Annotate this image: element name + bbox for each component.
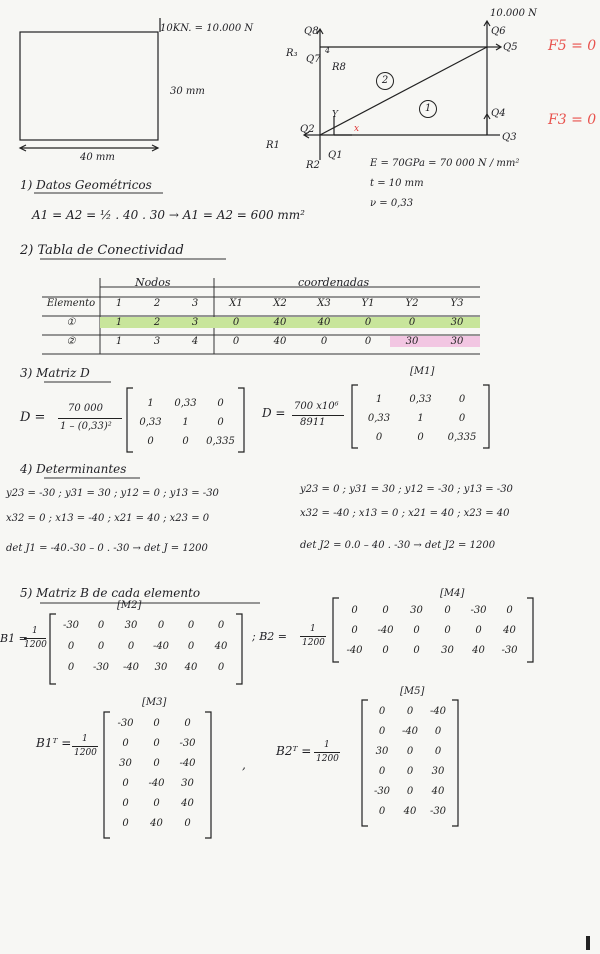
cell: 0 [406, 766, 414, 777]
cell: 0 [434, 746, 442, 757]
frac1-line [58, 418, 122, 419]
cell: 0 [217, 662, 225, 673]
b1t-matrix [110, 716, 205, 831]
cell: 1 [147, 398, 154, 409]
cell: 0 [475, 625, 482, 636]
cell: 0 [351, 605, 358, 616]
cell: 0 [153, 758, 160, 769]
r3-label: R₃ [286, 48, 298, 59]
cell: 0 [67, 662, 75, 673]
cell: 0 [153, 798, 160, 809]
width-label: 40 mm [80, 152, 115, 163]
section5-title: 5) Matriz B de cada elemento [20, 586, 201, 600]
b2t-label: B2ᵀ = [276, 744, 312, 758]
cell: -40 [179, 758, 196, 769]
col-y2: Y2 [405, 298, 419, 309]
cell: -30 [373, 786, 391, 797]
d-matrix-b [358, 392, 483, 445]
q6-label: Q6 [491, 26, 506, 37]
cell: 0 [127, 641, 135, 652]
cell: 30 [181, 778, 194, 789]
cell: 2 [138, 317, 176, 328]
d-frac2-num: 700 x10⁶ [294, 401, 339, 412]
cell: 0 [378, 766, 386, 777]
thickness: t = 10 mm [370, 178, 424, 189]
nodos-header: Nodos [135, 276, 171, 289]
cell: 0 [364, 336, 372, 347]
b2t-matrix [368, 704, 452, 819]
d2-label: D = [262, 406, 286, 420]
coordenadas-header: coordenadas [298, 276, 370, 289]
cell: 0 [217, 620, 225, 631]
cell: 0,33 [367, 413, 391, 424]
cell: 40 [150, 818, 163, 829]
rectangle-diagram [20, 18, 160, 151]
f5-label: F5 = 0 [548, 38, 597, 54]
comma: , [242, 758, 246, 772]
cell: 30 [375, 746, 389, 757]
b1-matrix [56, 618, 236, 675]
x-axis-label: x [354, 124, 360, 134]
col-node1: 1 [115, 298, 123, 309]
d-matrix-a [133, 396, 238, 449]
cell: 0 [458, 413, 466, 424]
cell: 1 [115, 336, 123, 347]
q4-label: Q4 [491, 108, 506, 119]
cell: -30 [429, 806, 447, 817]
truss-diagram [304, 21, 501, 160]
cell: 1 [417, 413, 424, 424]
cell: -30 [117, 718, 134, 729]
cell: 30 [434, 317, 480, 328]
cell: 0 [417, 432, 424, 443]
q8-label: Q8 [304, 26, 319, 37]
cell: 0 [346, 317, 390, 328]
q3-label: Q3 [502, 132, 517, 143]
b1-frac-num: 1 [32, 626, 38, 636]
cell: -40 [148, 778, 165, 789]
cell: 0 [122, 798, 129, 809]
cell: 40 [431, 786, 445, 797]
frac2-line [292, 415, 344, 416]
cell: -30 [92, 662, 110, 673]
det-left-line3: det J1 = -40.-30 – 0 . -30 → det J = 1200 [6, 543, 208, 554]
cell: 0 [444, 605, 451, 616]
r8-label: R8 [332, 62, 346, 73]
cell: 1 [100, 317, 138, 328]
cell: -40 [429, 706, 447, 717]
cell: -30 [179, 738, 196, 749]
section4-title: 4) Determinantes [20, 462, 127, 476]
cell: 0,335 [206, 436, 235, 447]
det-left-line2: x32 = 0 ; x13 = -40 ; x21 = 40 ; x23 = 0 [6, 513, 210, 524]
section3-title: 3) Matriz D [20, 366, 90, 380]
d-frac1-num: 70 000 [68, 403, 103, 414]
b2-matrix [339, 603, 527, 658]
top-force-label: 10.000 N [490, 8, 537, 19]
cell: 0 [153, 738, 160, 749]
cell: 0 [406, 786, 414, 797]
cell: 0 [184, 718, 191, 729]
height-label: 30 mm [170, 86, 205, 97]
cell: 0 [97, 641, 105, 652]
page-mark [586, 936, 590, 950]
m4-note: [M4] [440, 588, 465, 599]
col-x1: X1 [229, 298, 243, 309]
m1-note: [M1] [410, 366, 435, 377]
area-equation: A1 = A2 = ½ . 40 . 30 → A1 = A2 = 600 mm² [32, 208, 305, 222]
cell: 40 [258, 317, 302, 328]
cell: 30 [154, 662, 168, 673]
col-node3: 3 [191, 298, 199, 309]
cell: 1 [182, 417, 189, 428]
cell: -40 [377, 625, 394, 636]
cell: 0 [378, 806, 386, 817]
b1t-frac-line [72, 746, 98, 747]
cell: 40 [302, 317, 346, 328]
col-elemento: Elemento [46, 298, 96, 309]
cell: 0 [182, 436, 189, 447]
cell: 30 [390, 336, 434, 347]
col-x3: X3 [317, 298, 331, 309]
cell: 0 [413, 645, 420, 656]
cell: 40 [181, 798, 194, 809]
table-row [42, 317, 480, 328]
cell: 0 [444, 625, 451, 636]
b1-label: B1 = [0, 632, 28, 645]
cell: 0 [217, 417, 224, 428]
young-modulus: E = 70GPa = 70 000 N / mm² [370, 158, 520, 169]
cell: 0 [157, 620, 165, 631]
cell: 0 [147, 436, 154, 447]
col-y1: Y1 [361, 298, 375, 309]
cell: 0 [406, 746, 414, 757]
d-frac1-den: 1 – (0,33)² [60, 421, 112, 432]
cell: 30 [441, 645, 454, 656]
cell: -30 [470, 605, 487, 616]
element1-circle: 1 [419, 100, 437, 118]
table-row [42, 336, 480, 347]
m3-note: [M3] [142, 697, 167, 708]
conectividad-header-row [42, 298, 480, 309]
b2-frac-den: 1200 [302, 638, 325, 648]
cell: 0 [406, 706, 414, 717]
cell: 0 [97, 620, 105, 631]
cell: -30 [501, 645, 518, 656]
cell: 30 [124, 620, 138, 631]
cell: 0 [187, 641, 195, 652]
cell: 0 [320, 336, 328, 347]
cell: 0 [122, 818, 129, 829]
cell: 0,335 [447, 432, 477, 443]
cell: 40 [503, 625, 516, 636]
cell: ② [66, 336, 76, 347]
cell: 0 [434, 726, 442, 737]
cell: 30 [410, 605, 423, 616]
b2-frac-num: 1 [310, 624, 316, 634]
cell: 40 [403, 806, 417, 817]
cell: 0,33 [174, 398, 197, 409]
r2-label: R2 [306, 160, 320, 171]
col-y3: Y3 [450, 298, 464, 309]
det-left-line1: y23 = -30 ; y31 = 30 ; y12 = 0 ; y13 = -30 [6, 488, 219, 499]
cell: 0 [378, 726, 386, 737]
cell: 0 [390, 317, 434, 328]
det-right-line1: y23 = 0 ; y31 = 30 ; y12 = -30 ; y13 = -30 [300, 484, 513, 495]
b2t-frac-line [314, 752, 340, 753]
q7-label: Q7 [306, 54, 321, 65]
section2-title: 2) Tabla de Conectividad [20, 243, 184, 258]
cell: 0 [153, 718, 160, 729]
col-x2: X2 [273, 298, 287, 309]
cell: 0 [458, 394, 466, 405]
cell: 0 [378, 706, 386, 717]
cell: 0 [122, 778, 129, 789]
cell: 30 [119, 758, 132, 769]
cell: 4 [191, 336, 199, 347]
cell: 0 [382, 645, 389, 656]
poisson-ratio: ν = 0,33 [370, 198, 414, 209]
b1t-label: B1ᵀ = [36, 736, 72, 750]
cell: 40 [273, 336, 287, 347]
r1-label: R1 [266, 140, 280, 151]
cell: 0 [375, 432, 383, 443]
q1-label: Q1 [328, 150, 343, 161]
b2t-frac-den: 1200 [316, 754, 339, 764]
cell: 0 [184, 818, 191, 829]
cell: -40 [152, 641, 170, 652]
b1t-frac-num: 1 [82, 734, 88, 744]
b2t-frac-num: 1 [324, 740, 330, 750]
det-right-line2: x32 = -40 ; x13 = 0 ; x21 = 40 ; x23 = 40 [300, 508, 510, 519]
cell: 0 [67, 641, 75, 652]
b1t-frac-den: 1200 [74, 748, 97, 758]
cell: -30 [62, 620, 80, 631]
det-right-line3: det J2 = 0.0 – 40 . -30 → det J2 = 1200 [300, 540, 496, 551]
cell: ① [66, 317, 76, 328]
node4-label: 4 [325, 46, 331, 55]
section1-title: 1) Datos Geométricos [20, 178, 152, 192]
cell: 0 [382, 605, 389, 616]
cell: 0 [413, 625, 420, 636]
d-frac2-den: 8911 [300, 417, 326, 428]
cell: 0 [187, 620, 195, 631]
m2-note: [M2] [117, 600, 142, 611]
b2-frac-line [300, 636, 326, 637]
cell: 0 [214, 317, 258, 328]
q5-label: Q5 [503, 42, 518, 53]
y-axis-label: Y [332, 110, 338, 120]
cell: 40 [214, 641, 228, 652]
b1-frac-line [24, 638, 46, 639]
cell: 0 [232, 336, 240, 347]
m5-note: [M5] [400, 686, 425, 697]
cell: 40 [184, 662, 198, 673]
b1-frac-den: 1200 [24, 640, 47, 650]
cell: 0 [122, 738, 129, 749]
cell: -40 [401, 726, 419, 737]
f3-label: F3 = 0 [548, 112, 597, 128]
cell: 1 [375, 394, 383, 405]
cell: 0 [217, 398, 224, 409]
d-label: D = [20, 410, 46, 425]
q2-label: Q2 [300, 124, 315, 135]
cell: 0,33 [409, 394, 432, 405]
cell: 3 [176, 317, 214, 328]
cell: -40 [346, 645, 363, 656]
cell: -40 [122, 662, 140, 673]
cell: 30 [434, 336, 480, 347]
cell: 30 [431, 766, 445, 777]
cell: 0,33 [139, 417, 162, 428]
cell: 3 [153, 336, 161, 347]
col-node2: 2 [153, 298, 161, 309]
cell: 0 [506, 605, 513, 616]
applied-force-label: 10KN. = 10.000 N [160, 23, 254, 34]
cell: 40 [472, 645, 485, 656]
cell: 0 [351, 625, 358, 636]
element2-circle: 2 [376, 72, 394, 90]
b2-label: ; B2 = [252, 630, 287, 643]
